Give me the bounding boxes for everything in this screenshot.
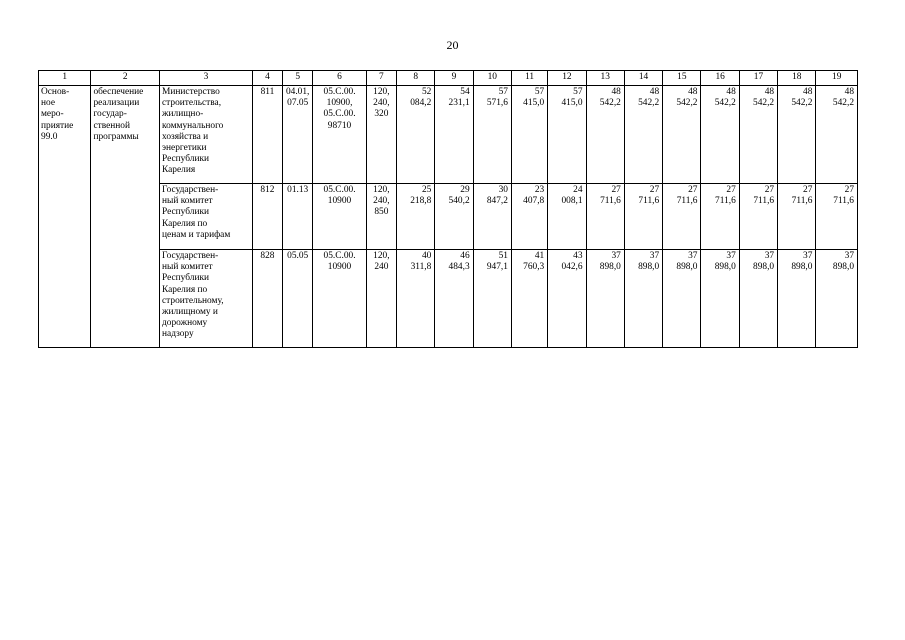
rzpr-code: 01.13 xyxy=(287,185,309,195)
value: 37 898,0 xyxy=(676,251,698,273)
value: 30 847,2 xyxy=(486,185,508,207)
value: 54 231,1 xyxy=(448,87,470,109)
grbs-code: 811 xyxy=(260,87,275,97)
column-number: 5 xyxy=(283,71,313,86)
column-number: 13 xyxy=(586,71,624,86)
value-cell xyxy=(473,86,511,184)
value-cell xyxy=(435,250,473,348)
value: 37 898,0 xyxy=(599,251,621,273)
value-cell xyxy=(435,184,473,250)
value: 27 711,6 xyxy=(715,185,736,207)
value-cell xyxy=(548,86,586,184)
value: 24 008,1 xyxy=(561,185,583,207)
column-number: 1 xyxy=(39,71,91,86)
vr-code: 120, 240 xyxy=(373,251,390,273)
value-cell xyxy=(816,86,858,184)
grbs-cell xyxy=(252,250,282,348)
vr-cell xyxy=(366,86,396,184)
csr-code: 05.С.00. 10900, 05.С.00. 98710 xyxy=(323,87,356,131)
value-cell xyxy=(548,184,586,250)
value: 27 711,6 xyxy=(676,185,698,207)
value-cell xyxy=(624,184,662,250)
column-number: 11 xyxy=(511,71,547,86)
vr-cell xyxy=(366,184,396,250)
value: 46 484,3 xyxy=(448,251,470,273)
executor-cell xyxy=(160,184,253,250)
csr-code: 05.С.00. 10900 xyxy=(323,251,356,273)
value: 52 084,2 xyxy=(410,87,432,109)
value: 48 542,2 xyxy=(832,87,854,109)
csr-cell xyxy=(313,184,366,250)
value-cell xyxy=(397,86,435,184)
value: 27 711,6 xyxy=(600,185,621,207)
value-cell xyxy=(586,250,624,348)
value-cell xyxy=(548,250,586,348)
vr-cell xyxy=(366,250,396,348)
value-cell xyxy=(473,250,511,348)
measure-description-cell xyxy=(91,86,160,348)
table-row xyxy=(39,184,858,250)
column-number: 8 xyxy=(397,71,435,86)
value: 48 542,2 xyxy=(791,87,813,109)
value-cell xyxy=(511,184,547,250)
value: 27 711,6 xyxy=(638,185,660,207)
column-number: 6 xyxy=(313,71,366,86)
page-number: 20 xyxy=(446,38,459,52)
value-cell xyxy=(586,184,624,250)
column-number: 3 xyxy=(160,71,253,86)
value: 29 540,2 xyxy=(448,185,470,207)
value-cell xyxy=(397,250,435,348)
grbs-code: 828 xyxy=(260,251,275,261)
value-cell xyxy=(778,86,816,184)
value-cell xyxy=(739,250,777,348)
value-cell xyxy=(663,86,701,184)
executor: Государствен- ный комитет Республики Карелия по ценам и тарифам xyxy=(162,185,231,240)
grbs-cell xyxy=(252,184,282,250)
value: 37 898,0 xyxy=(753,251,775,273)
value: 57 415,0 xyxy=(523,87,545,109)
value: 23 407,8 xyxy=(523,185,545,207)
measure-name-cell xyxy=(39,86,91,348)
column-number: 18 xyxy=(778,71,816,86)
value: 48 542,2 xyxy=(753,87,775,109)
value-cell xyxy=(435,86,473,184)
value: 48 542,2 xyxy=(714,87,736,109)
value: 27 711,6 xyxy=(833,185,854,207)
value: 57 415,0 xyxy=(561,87,583,109)
value-cell xyxy=(739,184,777,250)
column-number: 16 xyxy=(701,71,739,86)
executor-cell xyxy=(160,250,253,348)
value: 25 218,8 xyxy=(410,185,432,207)
value: 27 711,6 xyxy=(791,185,813,207)
column-number: 9 xyxy=(435,71,473,86)
executor-cell xyxy=(160,86,253,184)
table-row xyxy=(39,250,858,348)
value: 48 542,2 xyxy=(638,87,660,109)
rzpr-cell xyxy=(283,250,313,348)
column-number: 2 xyxy=(91,71,160,86)
column-number: 14 xyxy=(624,71,662,86)
value-cell xyxy=(473,184,511,250)
value-cell xyxy=(778,250,816,348)
value: 41 760,3 xyxy=(523,251,545,273)
column-number-row xyxy=(39,71,858,86)
value-cell xyxy=(701,250,739,348)
rzpr-code: 05.05 xyxy=(287,251,309,261)
rzpr-cell xyxy=(283,184,313,250)
column-number: 15 xyxy=(663,71,701,86)
executor: Государствен- ный комитет Республики Карелия по строительному, жилищному и дорожному надзору xyxy=(162,251,224,340)
value-cell xyxy=(586,86,624,184)
measure-name: Основ- ное меро- приятие 99.0 xyxy=(41,87,74,142)
value: 37 898,0 xyxy=(791,251,813,273)
value: 40 311,8 xyxy=(410,251,432,273)
value-cell xyxy=(739,86,777,184)
value: 48 542,2 xyxy=(676,87,698,109)
value-cell xyxy=(663,184,701,250)
value-cell xyxy=(511,250,547,348)
column-number: 4 xyxy=(252,71,282,86)
value: 51 947,1 xyxy=(486,251,508,273)
value-cell xyxy=(663,250,701,348)
value-cell xyxy=(511,86,547,184)
value: 27 711,6 xyxy=(753,185,775,207)
value-cell xyxy=(816,184,858,250)
column-number: 10 xyxy=(473,71,511,86)
value-cell xyxy=(624,86,662,184)
value: 48 542,2 xyxy=(599,87,621,109)
column-number: 7 xyxy=(366,71,396,86)
csr-code: 05.С.00. 10900 xyxy=(323,185,356,207)
measure-description: обеспечение реализации государ- ственной программы xyxy=(93,87,144,142)
value: 57 571,6 xyxy=(486,87,508,109)
value-cell xyxy=(778,184,816,250)
grbs-code: 812 xyxy=(260,185,275,195)
value-cell xyxy=(397,184,435,250)
grbs-cell xyxy=(252,86,282,184)
value-cell xyxy=(701,86,739,184)
vr-code: 120, 240, 320 xyxy=(373,87,390,120)
value: 43 042,6 xyxy=(561,251,583,273)
column-number: 19 xyxy=(816,71,858,86)
csr-cell xyxy=(313,250,366,348)
table-row xyxy=(39,86,858,184)
budget-table xyxy=(38,70,858,348)
value-cell xyxy=(701,184,739,250)
executor: Министерство строительства, жилищно- коммунального хозяйства и энергетики Республики Карелия xyxy=(162,87,224,176)
column-number: 17 xyxy=(739,71,777,86)
value: 37 898,0 xyxy=(638,251,660,273)
csr-cell xyxy=(313,86,366,184)
value: 37 898,0 xyxy=(832,251,854,273)
value: 37 898,0 xyxy=(714,251,736,273)
column-number: 12 xyxy=(548,71,586,86)
value-cell xyxy=(624,250,662,348)
rzpr-cell xyxy=(283,86,313,184)
value-cell xyxy=(816,250,858,348)
vr-code: 120, 240, 850 xyxy=(373,185,390,218)
rzpr-code: 04.01, 07.05 xyxy=(285,87,310,109)
